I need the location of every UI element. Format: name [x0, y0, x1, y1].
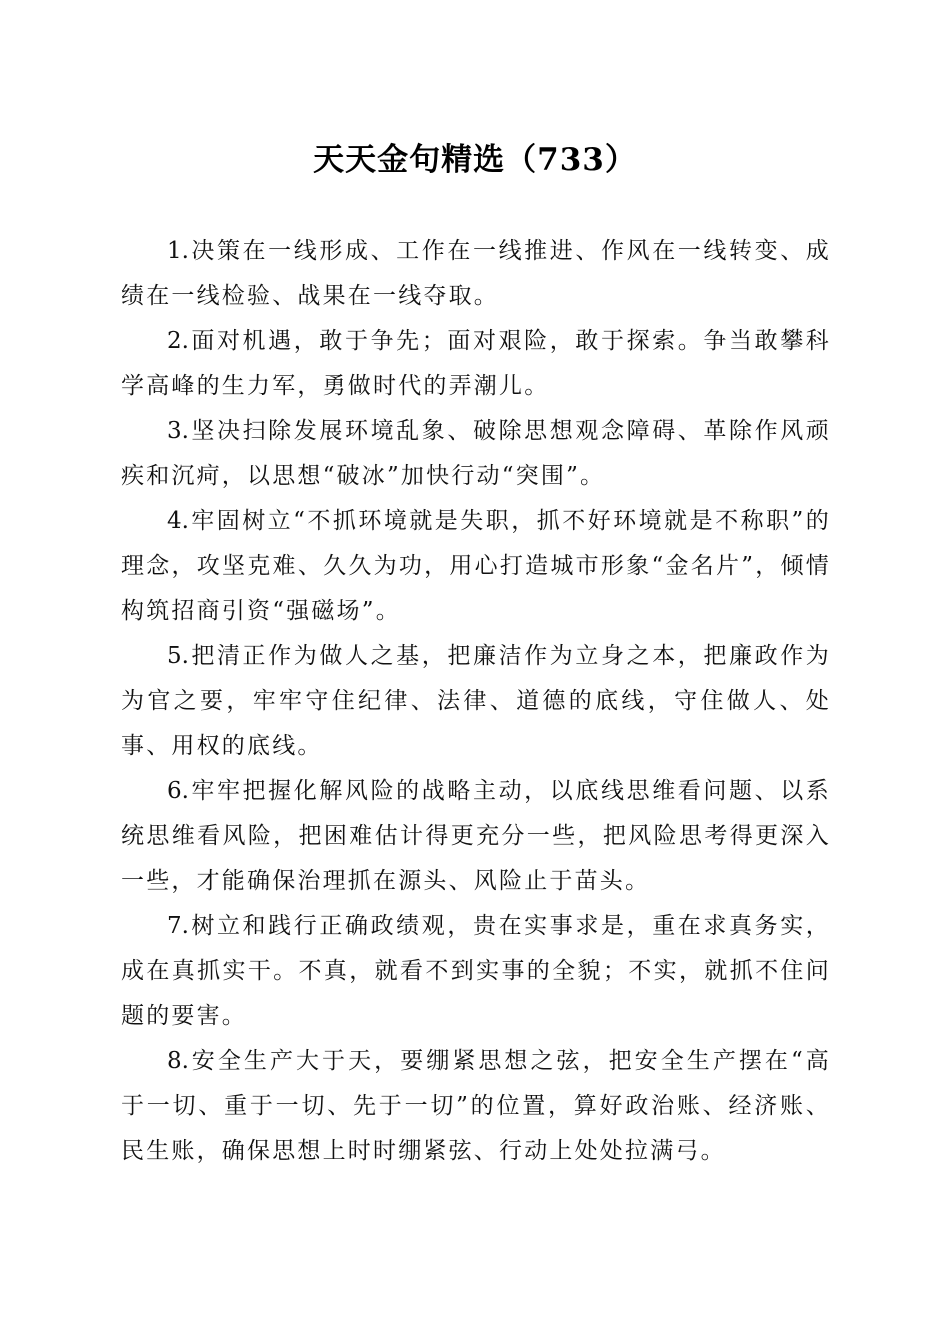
quote-number: 7.: [167, 913, 189, 939]
quote-paragraph-8: [121, 1039, 831, 1174]
quote-text: 把清正作为做人之基，把廉洁作为立身之本，把廉政作为为官之要，牢牢守住纪律、法律、道德的底线，守住做人、处事、用权的底线。: [121, 643, 831, 759]
quote-number: 1.: [167, 238, 189, 264]
quote-text: 面对机遇，敢于争先；面对艰险，敢于探索。争当敢攀科学高峰的生力军，勇做时代的弄潮儿。: [121, 328, 831, 399]
document-body: [121, 229, 831, 1174]
quote-number: 2.: [167, 328, 189, 354]
quote-text: 安全生产大于天，要绷紧思想之弦，把安全生产摆在“高于一切、重于一切、先于一切”的位置，算好政治账、经济账、民生账，确保思想上时时绷紧弦、行动上处处拉满弓。: [121, 1048, 831, 1164]
quote-number: 3.: [167, 418, 189, 444]
quote-paragraph-6: [121, 769, 831, 904]
quote-paragraph-3: [121, 409, 831, 499]
quote-number: 5.: [167, 643, 189, 669]
quote-paragraph-5: [121, 634, 831, 769]
quote-text: 树立和践行正确政绩观，贵在实事求是，重在求真务实，成在真抓实干。不真，就看不到实事的全貌；不实，就抓不住问题的要害。: [121, 913, 831, 1029]
quote-text: 牢牢把握化解风险的战略主动，以底线思维看问题、以系统思维看风险，把困难估计得更充分一些，把风险思考得更深入一些，才能确保治理抓在源头、风险止于苗头。: [121, 778, 831, 894]
quote-paragraph-1: [121, 229, 831, 319]
quote-text: 坚决扫除发展环境乱象、破除思想观念障碍、革除作风顽疾和沉疴，以思想“破冰”加快行动“突围”。: [121, 418, 831, 489]
document-title: 天天金句精选（733）: [313, 142, 637, 178]
quote-paragraph-2: [121, 319, 831, 409]
quote-text: 牢固树立“不抓环境就是失职，抓不好环境就是不称职”的理念，攻坚克难、久久为功，用心打造城市形象“金名片”，倾情构筑招商引资“强磁场”。: [121, 508, 831, 624]
quote-text: 决策在一线形成、工作在一线推进、作风在一线转变、成绩在一线检验、战果在一线夺取。: [121, 238, 831, 309]
quote-paragraph-4: [121, 499, 831, 634]
quote-paragraph-7: [121, 904, 831, 1039]
quote-number: 4.: [167, 508, 189, 534]
quote-number: 8.: [167, 1048, 189, 1074]
quote-number: 6.: [167, 778, 189, 804]
